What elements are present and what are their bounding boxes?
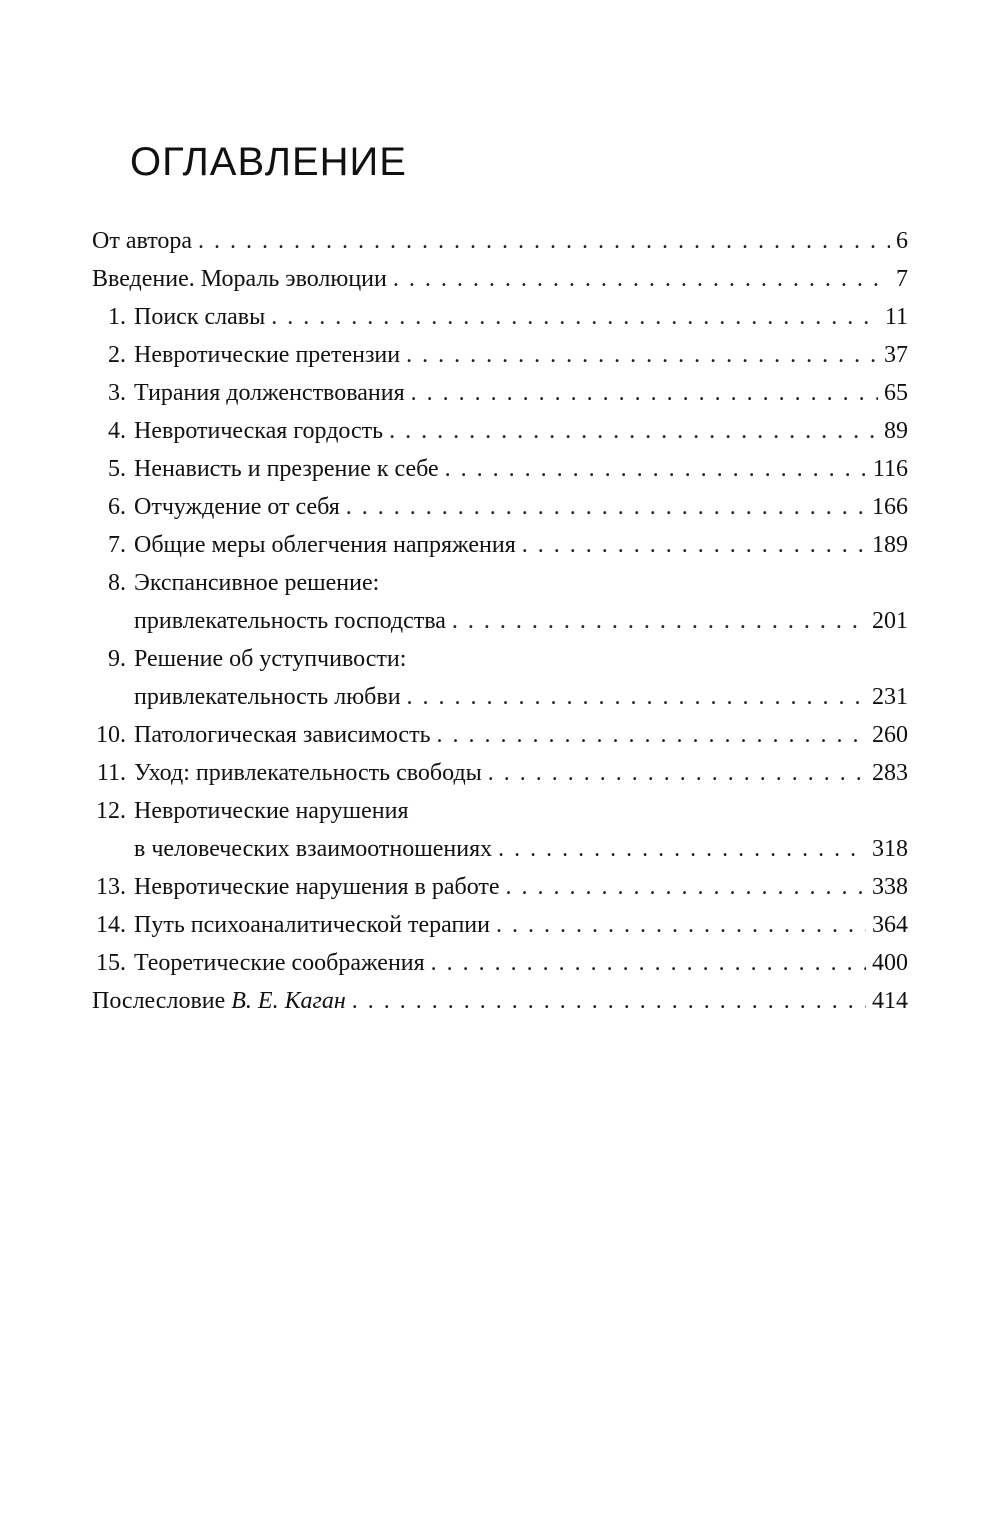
afterword-title: Послесловие bbox=[92, 988, 232, 1014]
toc-entry-chapter-10[interactable] bbox=[92, 716, 908, 754]
afterword-author: В. Е. Каган bbox=[231, 988, 346, 1014]
toc-entry-chapter-4[interactable] bbox=[92, 412, 908, 450]
dot-leader bbox=[437, 716, 866, 754]
toc-entry-chapter-15[interactable] bbox=[92, 944, 908, 982]
toc-entry-chapter-7[interactable] bbox=[92, 526, 908, 564]
dot-leader bbox=[411, 374, 878, 412]
toc-entry-number: 7. bbox=[108, 532, 126, 558]
toc-entry-number: 10. bbox=[96, 722, 126, 748]
toc-entry-afterword[interactable] bbox=[92, 982, 908, 1020]
dot-leader bbox=[431, 944, 866, 982]
toc-entry-label: Уход: привлекательность свободы bbox=[134, 760, 482, 786]
toc-entry-chapter-14[interactable] bbox=[92, 906, 908, 944]
toc-entry-chapter-9[interactable] bbox=[92, 640, 908, 716]
toc-entry-number: 9. bbox=[108, 646, 126, 672]
toc-entry-page: 6 bbox=[896, 228, 908, 254]
toc-entry-number: 6. bbox=[108, 494, 126, 520]
toc-entry-label: Невротические нарушения bbox=[134, 798, 409, 824]
toc-entry-page: 201 bbox=[872, 608, 908, 634]
dot-leader bbox=[389, 412, 878, 450]
toc-entry-page: 364 bbox=[872, 912, 908, 938]
toc-entry-number: 1. bbox=[108, 304, 126, 330]
toc-entry-number: 4. bbox=[108, 418, 126, 444]
page-title: ОГЛАВЛЕНИЕ bbox=[130, 140, 407, 184]
dot-leader bbox=[452, 602, 866, 640]
toc-entry-number: 8. bbox=[108, 570, 126, 596]
toc-entry-number: 2. bbox=[108, 342, 126, 368]
toc-entry-page: 116 bbox=[872, 456, 908, 482]
dot-leader bbox=[346, 488, 866, 526]
toc-entry-number: 11. bbox=[96, 760, 126, 786]
toc-entry-label: Теоретические соображения bbox=[134, 950, 425, 976]
toc-entry-label: Ненависть и презрение к себе bbox=[134, 456, 439, 482]
toc-entry-page: 414 bbox=[872, 988, 908, 1014]
toc-entry-page: 231 bbox=[872, 684, 908, 710]
toc-entry-label: Невротическая гордость bbox=[134, 418, 384, 444]
dot-leader bbox=[393, 260, 890, 298]
toc-entry-page: 260 bbox=[872, 722, 908, 748]
toc-entry-label: Патологическая зависимость bbox=[134, 722, 431, 748]
toc-entry-label: Невротические нарушения в работе bbox=[134, 874, 500, 900]
toc-entry-chapter-3[interactable] bbox=[92, 374, 908, 412]
toc-entry-label-continued: в человеческих взаимоотношениях bbox=[134, 836, 493, 862]
toc-entry-page: 400 bbox=[872, 950, 908, 976]
toc-entry-page: 318 bbox=[872, 836, 908, 862]
toc-entry-chapter-2[interactable] bbox=[92, 336, 908, 374]
toc-entry-label-continued: привлекательность господства bbox=[134, 608, 446, 634]
toc-entry-number: 15. bbox=[96, 950, 126, 976]
toc-entry-label bbox=[92, 982, 346, 1020]
toc-entry-label: Введение. Мораль эволюции bbox=[92, 266, 387, 292]
toc-entry-chapter-6[interactable] bbox=[92, 488, 908, 526]
dot-leader bbox=[352, 982, 866, 1020]
toc-entry-from-author[interactable] bbox=[92, 222, 908, 260]
toc-entry-number: 5. bbox=[108, 456, 126, 482]
toc-entry-label: Общие меры облегчения напряжения bbox=[134, 532, 516, 558]
toc-entry-page: 338 bbox=[872, 874, 908, 900]
toc-entry-label: Экспансивное решение: bbox=[134, 570, 380, 596]
toc-entry-label: Путь психоаналитической терапии bbox=[134, 912, 490, 938]
table-of-contents bbox=[92, 222, 908, 1020]
dot-leader bbox=[407, 678, 866, 716]
dot-leader bbox=[198, 222, 890, 260]
toc-entry-label: Невротические претензии bbox=[134, 342, 401, 368]
dot-leader bbox=[445, 450, 867, 488]
toc-entry-page: 65 bbox=[884, 380, 908, 406]
toc-entry-label: От автора bbox=[92, 228, 193, 254]
toc-entry-number: 13. bbox=[96, 874, 126, 900]
toc-entry-page: 37 bbox=[884, 342, 908, 368]
dot-leader bbox=[406, 336, 878, 374]
toc-entry-number: 14. bbox=[96, 912, 126, 938]
toc-entry-page: 7 bbox=[896, 266, 908, 292]
toc-entry-chapter-12[interactable] bbox=[92, 792, 908, 868]
toc-entry-page: 89 bbox=[884, 418, 908, 444]
toc-entry-chapter-1[interactable] bbox=[92, 298, 908, 336]
dot-leader bbox=[506, 868, 866, 906]
toc-entry-page: 166 bbox=[872, 494, 908, 520]
toc-entry-page: 11 bbox=[884, 304, 908, 330]
dot-leader bbox=[498, 830, 866, 868]
toc-entry-introduction[interactable] bbox=[92, 260, 908, 298]
toc-entry-page: 283 bbox=[872, 760, 908, 786]
toc-entry-number: 12. bbox=[96, 798, 126, 824]
toc-entry-label: Отчуждение от себя bbox=[134, 494, 340, 520]
dot-leader bbox=[271, 298, 879, 336]
toc-entry-label: Решение об уступчивости: bbox=[134, 646, 407, 672]
toc-entry-label: Тирания долженствования bbox=[134, 380, 405, 406]
toc-entry-number: 3. bbox=[108, 380, 126, 406]
dot-leader bbox=[496, 906, 866, 944]
dot-leader bbox=[488, 754, 866, 792]
toc-entry-chapter-13[interactable] bbox=[92, 868, 908, 906]
toc-entry-label: Поиск славы bbox=[134, 304, 266, 330]
toc-entry-label-continued: привлекательность любви bbox=[134, 684, 401, 710]
toc-entry-page: 189 bbox=[872, 532, 908, 558]
dot-leader bbox=[522, 526, 866, 564]
toc-entry-chapter-5[interactable] bbox=[92, 450, 908, 488]
toc-entry-chapter-8[interactable] bbox=[92, 564, 908, 640]
toc-entry-chapter-11[interactable] bbox=[92, 754, 908, 792]
